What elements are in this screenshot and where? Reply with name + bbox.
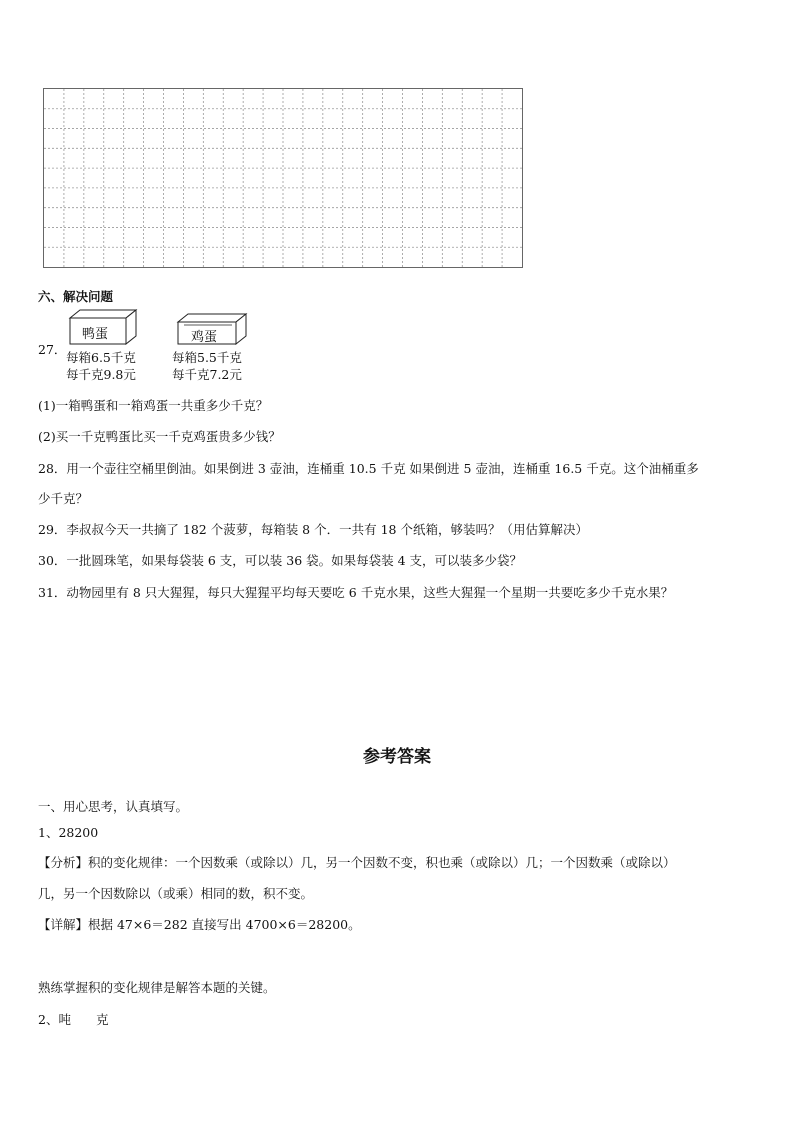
chicken-egg-label: 鸡蛋 [191,330,218,345]
answer-1-analysis-line-1: 【分析】积的变化规律：一个因数乘（或除以）几，另一个因数不变，积也乘（或除以）几；一个因数乘（或除以） [38,855,676,870]
duck-egg-info [66,349,136,383]
question-29: 29．李叔叔今天一共摘了 182 个菠萝，每箱装 8 个．一共有 18 个纸箱，够装吗？（用估算解决） [38,522,588,537]
question-27-part-1: (1)一箱鸭蛋和一箱鸡蛋一共重多少千克？ [38,398,269,413]
chicken-price: 每千克7.2元 [172,367,242,382]
answer-1-head: 1、28200 [38,825,99,840]
section-heading: 六、解决问题 [38,289,114,304]
answer-1-note: 熟练掌握积的变化规律是解答本题的关键。 [38,980,276,995]
answer-1-analysis-line-2: 几，另一个因数除以（或乘）相同的数，积不变。 [38,886,314,901]
duck-egg-label: 鸭蛋 [82,327,109,342]
question-30: 30．一批圆珠笔，如果每袋装 6 支，可以装 36 袋。如果每袋装 4 支，可以装多少袋？ [38,553,523,568]
question-28-line-2: 少千克？ [38,491,89,506]
duck-box-weight: 每箱6.5千克 [66,350,136,365]
chicken-egg-info [172,349,242,383]
chicken-box-weight: 每箱5.5千克 [172,350,242,365]
answer-2-head: 2、吨 克 [38,1012,109,1027]
duck-price: 每千克9.8元 [66,367,136,382]
grid-lines [44,89,522,267]
question-31: 31．动物园里有 8 只大猩猩，每只大猩猩平均每天要吃 6 千克水果，这些大猩猩一个星期一共要吃多少千克水果？ [38,585,674,600]
question-28-line-1: 28．用一个壶往空桶里倒油。如果倒进 3 壶油，连桶重 10.5 千克 如果倒进 5 壶油，连桶重 16.5 千克。这个油桶重多 [38,461,699,476]
question-27-number: 27． [38,342,67,357]
answers-section-1: 一、用心思考，认真填写。 [38,799,189,814]
answers-title: 参考答案 [363,747,431,767]
answer-1-detail: 【详解】根据 47×6＝282 直接写出 4700×6＝28200。 [38,917,361,932]
question-27-part-2: (2)买一千克鸭蛋比买一千克鸡蛋贵多少钱？ [38,429,281,444]
answer-grid [43,88,523,268]
